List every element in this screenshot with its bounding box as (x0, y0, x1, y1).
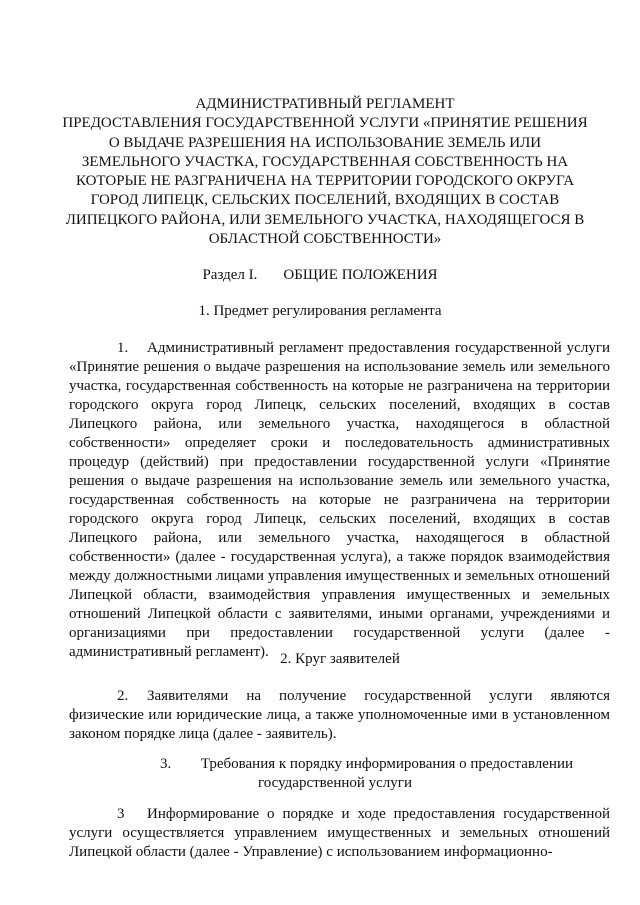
paragraph-number: 1. (117, 340, 129, 356)
paragraph-2 (69, 687, 610, 744)
paragraph-3 (69, 805, 610, 862)
subsection-title-line-2: государственной услуги (258, 775, 412, 791)
title-line: О ВЫДАЧЕ РАЗРЕШЕНИЯ НА ИСПОЛЬЗОВАНИЕ ЗЕМЕЛЬ ИЛИ (108, 134, 542, 151)
document-title (40, 95, 610, 249)
section-heading (40, 266, 600, 285)
title-line: ЛИПЕЦКОГО РАЙОНА, ИЛИ ЗЕМЕЛЬНОГО УЧАСТКА, НАХОДЯЩЕГОСЯ В (65, 211, 585, 228)
paragraph-1 (69, 339, 610, 662)
paragraph-text: Информирование о порядке и ходе предоставления государственной услуги осуществляется управлением имущественных и земельных отношений Липецкой области (далее - Управление) с использованием информационно- (69, 806, 610, 860)
title-line: КОТОРЫЕ НЕ РАЗГРАНИЧЕНА НА ТЕРРИТОРИИ ГОРОДСКОГО ОКРУГА (75, 173, 575, 190)
section-number: Раздел I. (202, 267, 258, 283)
subsection-heading-2: 2. Круг заявителей (280, 651, 400, 667)
title-line: ПРЕДОСТАВЛЕНИЯ ГОСУДАРСТВЕННОЙ УСЛУГИ «ПРИНЯТИЕ РЕШЕНИЯ (62, 115, 588, 132)
paragraph-number: 3 (117, 806, 125, 822)
subsection-title-line: Требования к порядку информирования о предоставлении (200, 756, 574, 772)
title-line: ГОРОД ЛИПЕЦК, СЕЛЬСКИХ ПОСЕЛЕНИЙ, ВХОДЯЩИХ В СОСТАВ (90, 192, 560, 209)
paragraph-number: 2. (117, 688, 129, 704)
subsection-heading-1: 1. Предмет регулирования регламента (198, 303, 442, 319)
title-line: АДМИНИСТРАТИВНЫЙ РЕГЛАМЕНТ (195, 96, 455, 112)
title-line: ОБЛАСТНОЙ СОБСТВЕННОСТИ» (208, 231, 442, 248)
title-line: ЗЕМЕЛЬНОГО УЧАСТКА, ГОСУДАРСТВЕННАЯ СОБСТВЕННОСТЬ НА (81, 153, 569, 170)
subsection-heading-3 (160, 755, 573, 774)
subsection-number: 3. (160, 756, 172, 772)
section-title: ОБЩИЕ ПОЛОЖЕНИЯ (283, 267, 438, 283)
paragraph-text: Административный регламент предоставления государственной услуги «Принятие решения о выдаче разрешения на использование земель или земельного участка, государственная собственность на которые не разграничена на территории городского округа город Липецк, сельских поселений, входящих в состав Липецкого района, или земельного участка, находящегося в областной собственности» определяет сроки и последовательность административных процедур (действий) при предоставлении государственной услуги «Принятие решения о выдаче разрешения на использование земель или земельного участка, государственная собственность на которые не разграничена на территории городского округа город Липецк, сельских поселений, входящих в состав Липецкого района, или земельного участка, находящегося в областной собственности» (далее - государственная услуга), а также порядок взаимодействия между должностными лицами управления имущественных и земельных отношений Липецкой области, взаимодействия управления имущественных и земельных отношений Липецкой области с заявителями, иными органами, учреждениями и организациями при предоставлении государственной услуги (далее - административный регламент). (69, 340, 610, 660)
paragraph-text: Заявителями на получение государственной услуги являются физические или юридические лица, а также уполномоченные ими в установленном законом порядке лица (далее - заявитель). (69, 688, 610, 742)
